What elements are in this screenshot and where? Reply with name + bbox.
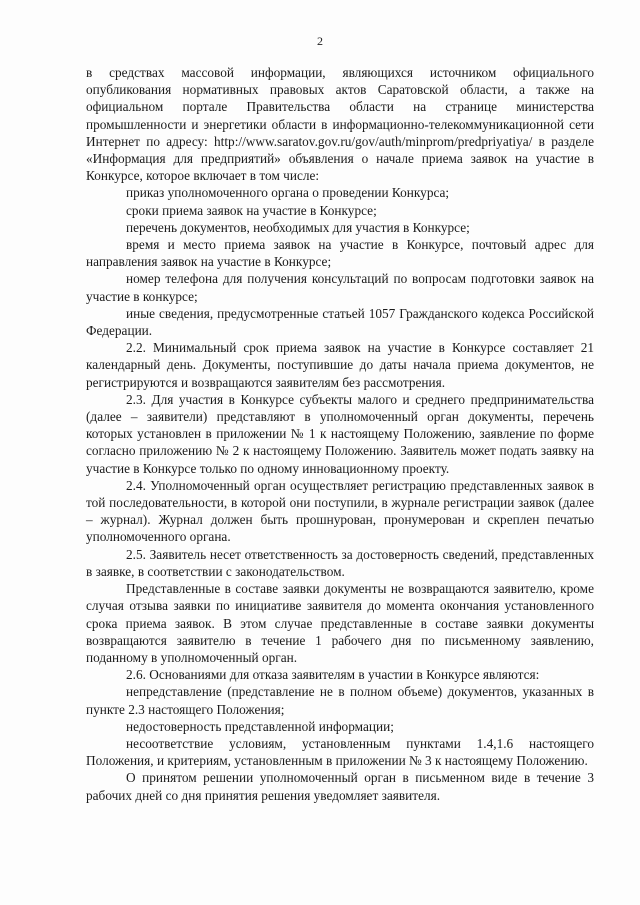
refusal-reason-false-info: недостоверность представленной информации; <box>126 718 394 734</box>
list-item-documents: перечень документов, необходимых для участия в Конкурсе; <box>126 219 470 235</box>
refusal-reason-noncompliance: несоответствие условиям, установленным пунктами 1.4,1.6 настоящего Положения, и критериям, установленным в приложении № 3 к настоящему Положению. <box>86 735 594 769</box>
paragraph-2-2: 2.2. Минимальный срок приема заявок на участие в Конкурсе составляет 21 календарный день. Документы, поступившие до даты начала приема документов, не регистрируются и возвращаются заявителям без рассмотрения. <box>86 340 594 390</box>
list-item-time-place: время и место приема заявок на участие в Конкурсе, почтовый адрес для направления заявок на участие в Конкурсе; <box>86 237 594 270</box>
paragraph-intro: в средствах массовой информации, являющихся источником официального опубликования нормативных правовых актов Саратовской области, а также на официальном портале Правительства области на странице министерства промышленности и энергетики области в информационно-телекоммуникационной сети Интернет по адресу: http://www.saratov.gov.ru/gov/auth/minprom/predpriyatiya/ в разделе «Информация для предприятий» объявления о начале приема заявок на участие в Конкурсе, которое включает в том числе: <box>86 65 594 184</box>
list-item-order: приказ уполномоченного органа о проведении Конкурса; <box>126 185 450 201</box>
list-item-deadlines: сроки приема заявок на участие в Конкурсе; <box>126 202 377 218</box>
list-item-other: иные сведения, предусмотренные статьей 1057 Гражданского кодекса Российской Федерации. <box>86 305 594 339</box>
paragraph-2-6: 2.6. Основаниями для отказа заявителям в участии в Конкурсе являются: <box>126 667 540 683</box>
paragraph-2-5: 2.5. Заявитель несет ответственность за достоверность сведений, представленных в заявке, в соответствии с законодательством. <box>86 546 594 579</box>
page-number: 2 <box>317 34 323 48</box>
paragraph-documents-return: Представленные в составе заявки документы не возвращаются заявителю, кроме случая отзыва заявки по инициативе заявителя до момента окончания установленного срока приема заявок. В этом случае представленные в составе заявки документы возвращаются заявителю в течение 1 рабочего дня по письменному заявлению, поданному в уполномоченный орган. <box>86 581 594 665</box>
paragraph-2-4: 2.4. Уполномоченный орган осуществляет регистрацию представленных заявок в той последовательности, в которой они поступили, в журнале регистрации заявок (далее – журнал). Журнал должен быть прошнурован, пронумерован и скреплен печатью уполномоченного органа. <box>86 477 594 545</box>
list-item-phone: номер телефона для получения консультаций по вопросам подготовки заявок на участие в конкурсе; <box>86 271 594 304</box>
document-body <box>86 64 594 804</box>
paragraph-2-3: 2.3. Для участия в Конкурсе субъекты малого и среднего предпринимательства (далее – заявители) представляют в уполномоченный орган документы, перечень которых установлен в приложении № 1 к настоящему Положению, заявление по форме согласно приложению № 2 к настоящему Положению. Заявитель может подать заявку на участие в Конкурсе только по одному инновационному проекту. <box>86 391 594 476</box>
paragraph-notification: О принятом решении уполномоченный орган в письменном виде в течение 3 рабочих дней со дня принятия решения уведомляет заявителя. <box>86 770 594 803</box>
refusal-reason-incomplete: непредставление (представление не в полном объеме) документов, указанных в пункте 2.3 настоящего Положения; <box>86 684 594 717</box>
